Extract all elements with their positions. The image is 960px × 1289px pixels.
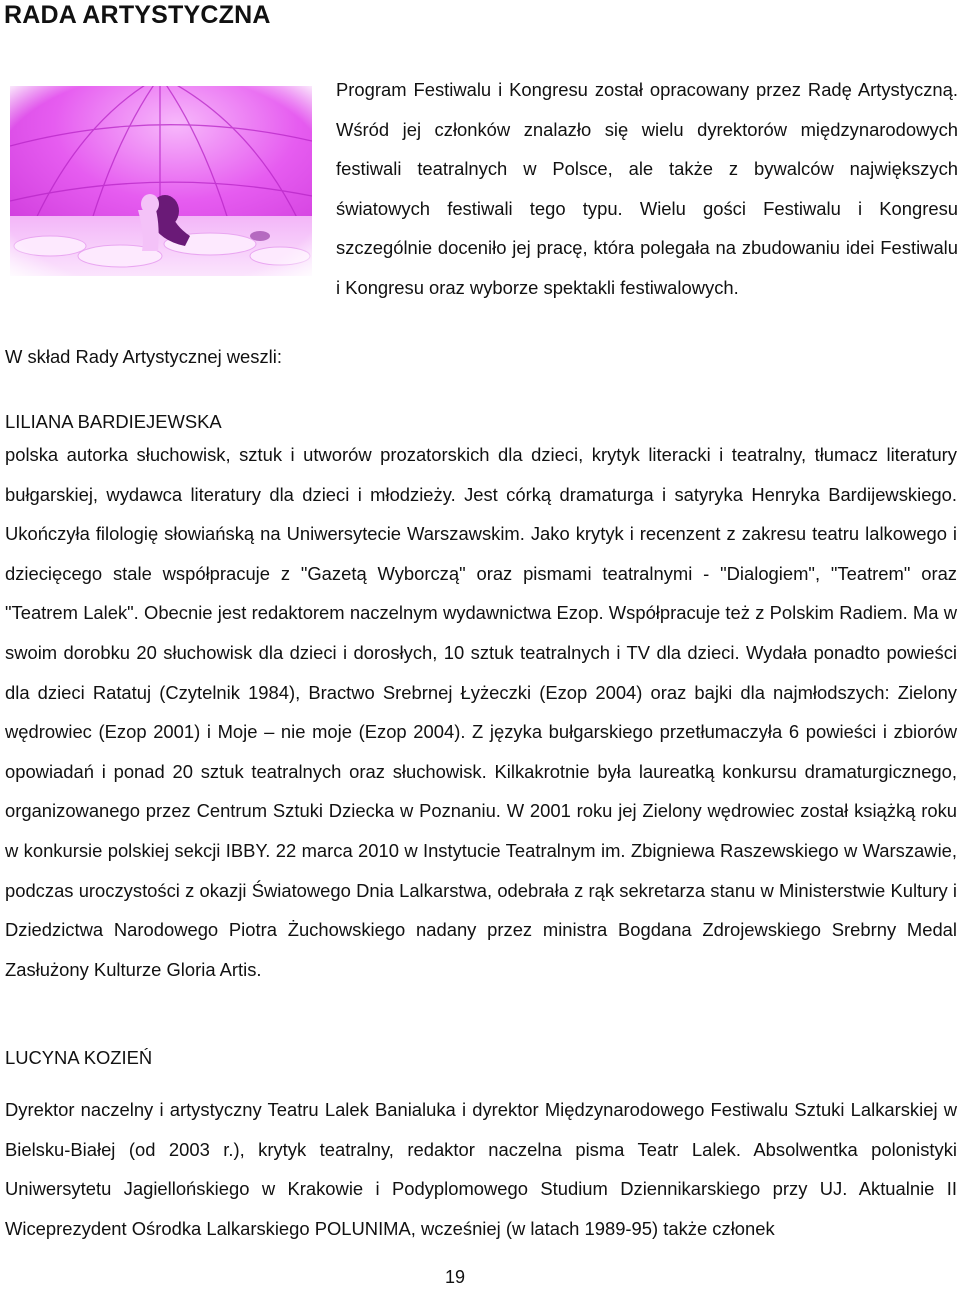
members-intro: W skład Rady Artystycznej weszli: xyxy=(5,346,282,367)
member-bio: Dyrektor naczelny i artystyczny Teatru Lalek Banialuka i dyrektor Międzynarodowego Festiwalu Sztuki Lalkarskiej w Bielsku-Białej (od 2003 r.), krytyk teatralny, redaktor naczelna pisma Teatr Lalek. Absolwentka polonistyki Uniwersytetu Jagiellońskiego w Krakowie i Podyplomowego Studium Dziennikarskiego przy UJ. Aktualnie II Wiceprezydent Ośrodka Lalkarskiego POLUNIMA, wcześniej (w latach 1989-95) także członek xyxy=(5,1099,957,1239)
page-number: 19 xyxy=(444,1267,466,1287)
page-title: RADA ARTYSTYCZNA xyxy=(4,1,271,29)
intro-paragraph: Program Festiwalu i Kongresu został opracowany przez Radę Artystyczną. Wśród jej członków znalazło się wielu dyrektorów międzynarodowych festiwali teatralnych w Polsce, ale także z bywalców największych światowych festiwali tego typu. Wielu gości Festiwalu i Kongresu szczególnie doceniło jej pracę, która polegała na zbudowaniu idei Festiwalu i Kongresu oraz wyborze spektakli festiwalowych. xyxy=(336,79,958,298)
inflatable-tent-photo xyxy=(10,86,312,276)
member-name: LILIANA BARDIEJEWSKA xyxy=(5,411,222,432)
member-name: LUCYNA KOZIEŃ xyxy=(5,1047,153,1068)
member-bio: polska autorka słuchowisk, sztuk i utworów prozatorskich dla dzieci, krytyk literacki i teatralny, tłumacz literatury bułgarskiej, wydawca literatury dla dzieci i młodzieży. Jest córką dramaturga i satyryka Henryka Bardijewskiego. Ukończyła filologię słowiańską na Uniwersytecie Warszawskim. Jako krytyk i recenzent z zakresu teatru lalkowego i dziecięcego stale współpracuje z "Gazetą Wyborczą" oraz pismami teatralnymi - "Dialogiem", "Teatrem" oraz "Teatrem Lalek". Obecnie jest redaktorem naczelnym wydawnictwa Ezop. Współpracuje też z Polskim Radiem. Ma w swoim dorobku 20 słuchowisk dla dzieci i dorosłych, 10 sztuk teatralnych i TV dla dzieci. Wydała ponadto powieści dla dzieci Ratatuj (Czytelnik 1984), Bractwo Srebrnej Łyżeczki (Ezop 2004) oraz bajki dla najmłodszych: Zielony wędrowiec (Ezop 2001) i Moje – nie moje (Ezop 2004). Z języka bułgarskiego przetłumaczyła 6 powieści i zbiorów opowiadań i ponad 20 sztuk teatralnych oraz słuchowisk. Kilkakrotnie była laureatką konkursu dramaturgicznego, organizowanego przez Centrum Sztuki Dziecka w Poznaniu. W 2001 roku jej Zielony wędrowiec został książką roku w konkursie polskiej sekcji IBBY. 22 marca 2010 w Instytucie Teatralnym im. Zbigniewa Raszewskiego w Warszawie, podczas uroczystości z okazji Światowego Dnia Lalkarstwa, odebrała z rąk sekretarza stanu w Ministerstwie Kultury i Dziedzictwa Narodowego Piotra Żuchowskiego nadany przez ministra Bogdana Zdrojewskiego Srebrny Medal Zasłużony Kulturze Gloria Artis. xyxy=(5,444,957,980)
